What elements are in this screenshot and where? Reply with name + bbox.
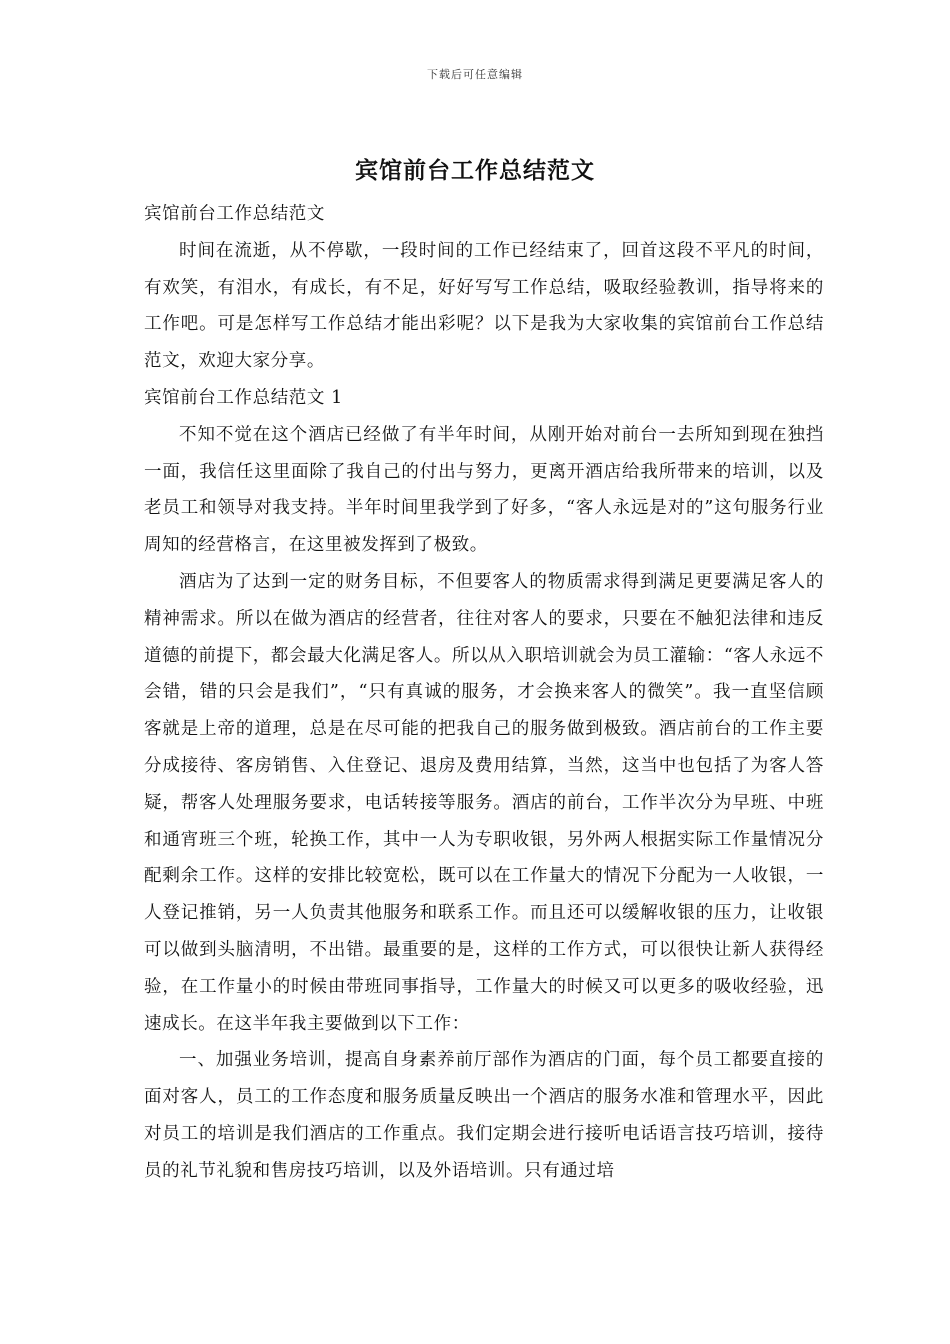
paragraph-intro: 时间在流逝，从不停歇，一段时间的工作已经结束了，回首这段不平凡的时间，有欢笑，有泪水，有成长，有不足，好好写写工作总结，吸取经验教训，指导将来的工作吧。可是怎样写工作总结才能出彩呢？以下是我为大家收集的宾馆前台工作总结范文，欢迎大家分享。 [144,240,824,372]
paragraph: 酒店为了达到一定的财务目标，不但要客人的物质需求得到满足更要满足客人的精神需求。所以在做为酒店的经营者，往往对客人的要求，只要在不触犯法律和违反道德的前提下，都会最大化满足客人。所以从入职培训就会为员工灌输：“客人永远不会错，错的只会是我们”，“只有真诚的服务，才会换来客人的微笑”。我一直坚信顾客就是上帝的道理，总是在尽可能的把我自己的服务做到极致。酒店前台的工作主要分成接待、客房销售、入住登记、退房及费用结算，当然，这当中也包括了为客人答疑，帮客人处理服务要求，电话转接等服务。酒店的前台，工作半次分为早班、中班和通宵班三个班，轮换工作，其中一人为专职收银，另外两人根据实际工作量情况分配剩余工作。这样的安排比较宽松，既可以在工作量大的情况下分配为一人收银，一人登记推销，另一人负责其他服务和联系工作。而且还可以缓解收银的压力，让收银可以做到头脑清明，不出错。最重要的是，这样的工作方式，可以很快让新人获得经验，在工作量小的时候由带班同事指导，工作量大的时候又可以更多的吸收经验，迅速成长。在这半年我主要做到以下工作： [144,571,824,1034]
paragraph: 一、加强业务培训，提高自身素养前厅部作为酒店的门面，每个员工都要直接的面对客人，员工的工作态度和服务质量反映出一个酒店的服务水准和管理水平，因此对员工的培训是我们酒店的工作重点。我们定期会进行接听电话语言技巧培训，接待员的礼节礼貌和售房技巧培训，以及外语培训。只有通过培 [144,1050,824,1181]
document-body [144,196,824,1190]
paragraph: 不知不觉在这个酒店已经做了有半年时间，从刚开始对前台一去所知到现在独挡一面，我信任这里面除了我自己的付出与努力，更离开酒店给我所带来的培训，以及老员工和领导对我支持。半年时间里我学到了好多，“客人永远是对的”这句服务行业周知的经营格言，在这里被发挥到了极致。 [144,424,824,556]
paragraph-subtitle: 宾馆前台工作总结范文 [144,204,325,224]
document-title: 宾馆前台工作总结范文 [355,157,595,184]
header-note: 下载后可任意编辑 [427,68,523,81]
paragraph-section-heading: 宾馆前台工作总结范文 1 [144,387,343,408]
